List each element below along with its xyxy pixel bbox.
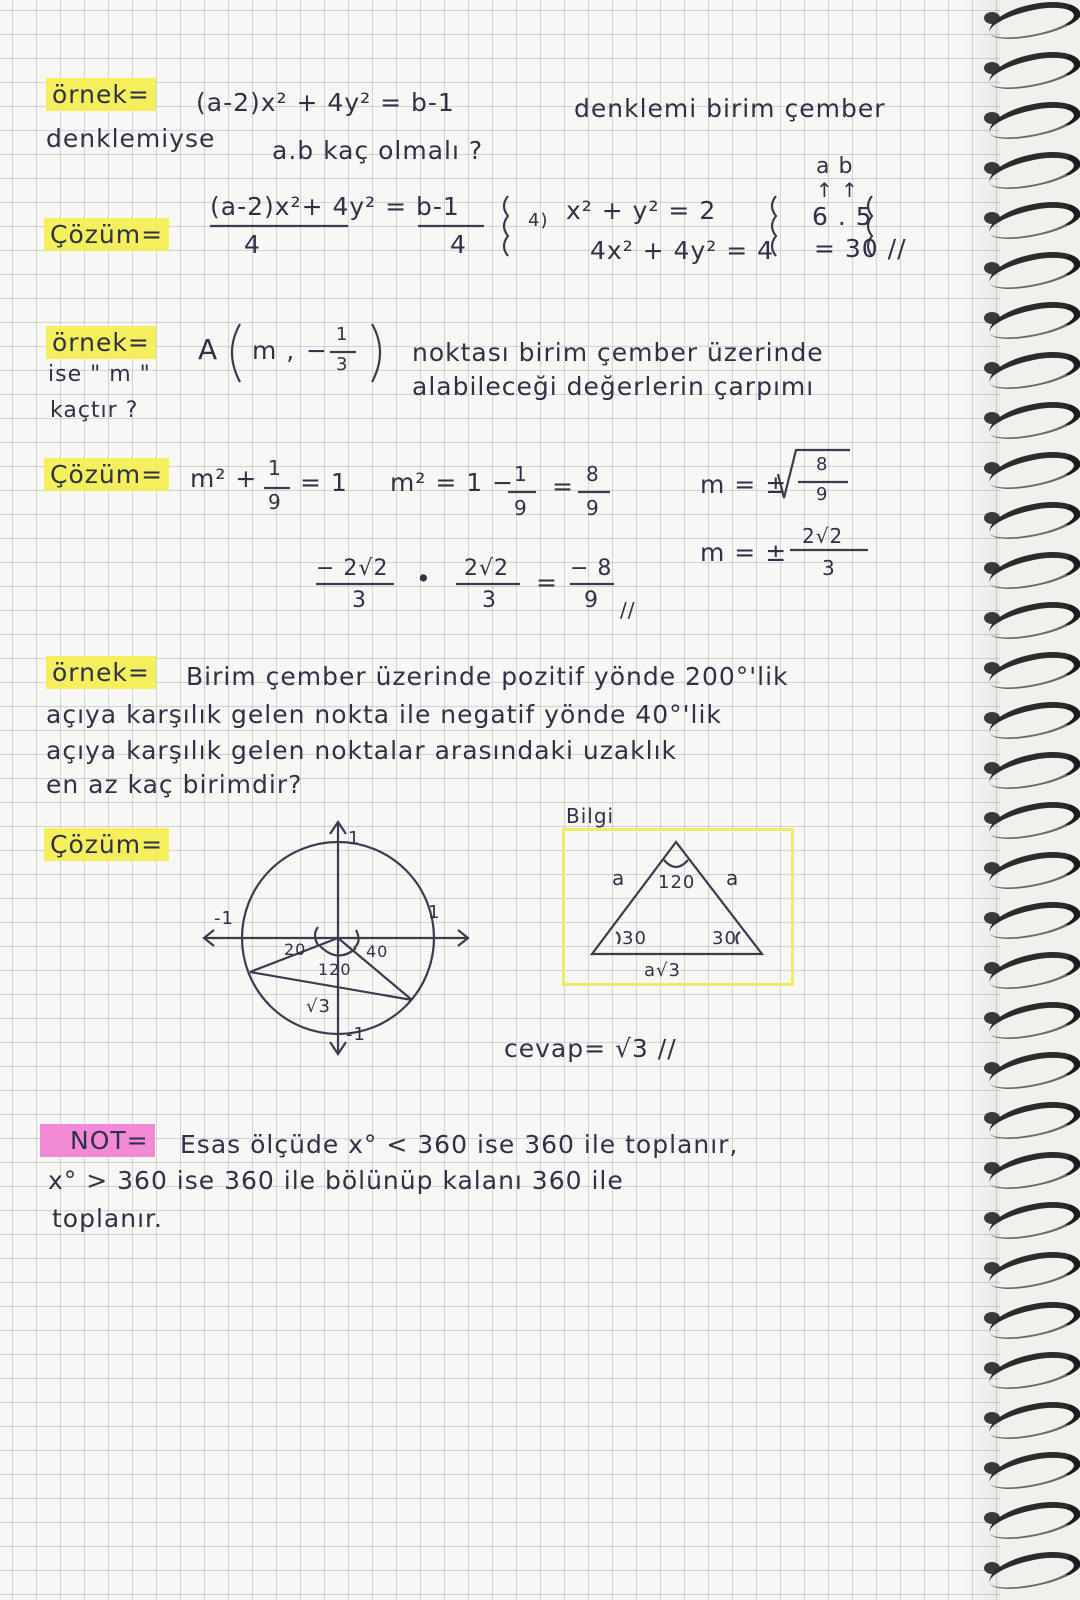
spiral-coil <box>986 1245 1080 1296</box>
solution1-equation-line1: x² + y² = 2 <box>566 196 717 225</box>
triangle-right-angle: 30 <box>712 928 737 949</box>
solution1-denominator-right: 4 <box>450 230 467 259</box>
axis-label-top: 1 <box>348 828 361 849</box>
eq1-left: m² + <box>190 464 258 493</box>
example1-label: örnek= <box>46 82 156 107</box>
spiral-coil <box>986 1195 1080 1246</box>
eq2-left: m² = 1 − <box>390 468 515 497</box>
product-b-denominator: 3 <box>482 588 497 613</box>
example2-text-line2: ise " m " <box>48 362 151 387</box>
point-a-numerator: 1 <box>336 324 349 345</box>
product-result-numerator: − 8 <box>570 556 613 581</box>
eq4-denominator: 3 <box>822 556 836 580</box>
eq2-result-denominator: 9 <box>586 496 600 520</box>
example2-text-line3: alabileceği değerlerin çarpımı <box>412 372 815 401</box>
example3-text-line4: en az kaç birimdir? <box>46 770 303 799</box>
axis-label-right: 1 <box>428 902 441 923</box>
eq1-denominator: 9 <box>268 490 282 514</box>
eq3-left: m = ± <box>700 470 788 499</box>
example1-equation: (a-2)x² + 4y² = b-1 <box>196 88 455 117</box>
spiral-coil <box>986 1545 1080 1596</box>
note-label: NOT= <box>40 1128 155 1153</box>
example2-label: örnek= <box>46 330 156 355</box>
example1-solution-label: Çözüm= <box>44 222 169 247</box>
note-line3: toplanır. <box>52 1204 163 1233</box>
example2-solution-label: Çözüm= <box>44 462 169 487</box>
ab-values: 6 . 5 <box>812 202 873 231</box>
product-end-mark: // <box>620 598 636 622</box>
axis-label-left: -1 <box>214 908 234 929</box>
spiral-coil <box>986 1495 1080 1546</box>
example3-text-line3: açıya karşılık gelen noktalar arasındaki uzaklık <box>46 736 678 765</box>
triangle-left-side: a <box>612 866 626 890</box>
solution1-equation-line2: 4x² + 4y² = 4 <box>590 236 775 265</box>
product-dot: • <box>416 564 432 593</box>
angle-label-40: 40 <box>366 942 389 961</box>
point-a-denominator: 3 <box>336 354 349 375</box>
spiral-coil <box>986 1395 1080 1446</box>
example1-text-line2: denklemiyse <box>46 124 216 153</box>
spiral-coil <box>986 1095 1080 1146</box>
example3-solution-label: Çözüm= <box>44 832 169 857</box>
eq2-equals: = <box>552 472 574 501</box>
point-a-label: A <box>198 333 219 366</box>
eq2-numerator: 1 <box>514 462 528 486</box>
chord-label: √3 <box>306 996 331 1017</box>
product-b-numerator: 2√2 <box>464 556 510 581</box>
example2-text-line4: kaçtır ? <box>50 398 139 423</box>
eq2-result-numerator: 8 <box>586 462 600 486</box>
point-a-minus: − <box>306 336 328 365</box>
example1-question: a.b kaç olmalı ? <box>272 136 484 165</box>
triangle-top-angle: 120 <box>658 872 696 893</box>
ab-arrows: ↑ ↑ <box>816 178 859 202</box>
eq3-denominator: 9 <box>816 484 829 505</box>
example2-text-line1: noktası birim çember üzerinde <box>412 338 824 367</box>
angle-label-20: 20 <box>284 940 307 959</box>
example1-text-line1: denklemi birim çember <box>574 94 886 123</box>
product-equals: = <box>536 568 558 597</box>
note-line2: x° > 360 ise 360 ile bölünüp kalanı 360 ile <box>48 1166 624 1195</box>
example3-text-line2: açıya karşılık gelen nokta ile negatif yönde 40°'lik <box>46 700 722 729</box>
spiral-coil <box>986 1295 1080 1346</box>
product-a-denominator: 3 <box>352 588 367 613</box>
eq4-left: m = ± <box>700 538 788 567</box>
answer-text: cevap= √3 // <box>504 1034 677 1063</box>
angle-label-120: 120 <box>318 960 352 979</box>
eq1-right: = 1 <box>300 468 348 497</box>
spiral-coil <box>986 1445 1080 1496</box>
solution1-numerator: (a-2)x²+ 4y² = b-1 <box>210 192 460 221</box>
note-line1: Esas ölçüde x° < 360 ise 360 ile toplanır, <box>180 1130 739 1159</box>
solution1-denominator-left: 4 <box>244 230 261 259</box>
product-a-numerator: − 2√2 <box>316 556 389 581</box>
eq2-denominator: 9 <box>514 496 528 520</box>
triangle-base: a√3 <box>644 960 681 981</box>
spiral-coil <box>986 1345 1080 1396</box>
solution1-multiplier: 4) <box>528 210 549 231</box>
eq1-numerator: 1 <box>268 456 282 480</box>
example3-text-line1: Birim çember üzerinde pozitif yönde 200°'lik <box>186 662 789 691</box>
axis-label-bottom: -1 <box>346 1024 366 1045</box>
info-title: Bilgi <box>566 804 615 828</box>
point-a-m: m , <box>252 336 296 365</box>
triangle-left-angle: 30 <box>622 928 647 949</box>
product-result-denominator: 9 <box>584 588 599 613</box>
triangle-right-side: a <box>726 866 740 890</box>
example3-label: örnek= <box>46 660 156 685</box>
eq4-numerator: 2√2 <box>802 524 844 548</box>
ab-labels: a b <box>816 154 854 179</box>
ab-result: = 30 // <box>814 234 907 263</box>
eq3-numerator: 8 <box>816 454 829 475</box>
spiral-coil <box>986 1145 1080 1196</box>
